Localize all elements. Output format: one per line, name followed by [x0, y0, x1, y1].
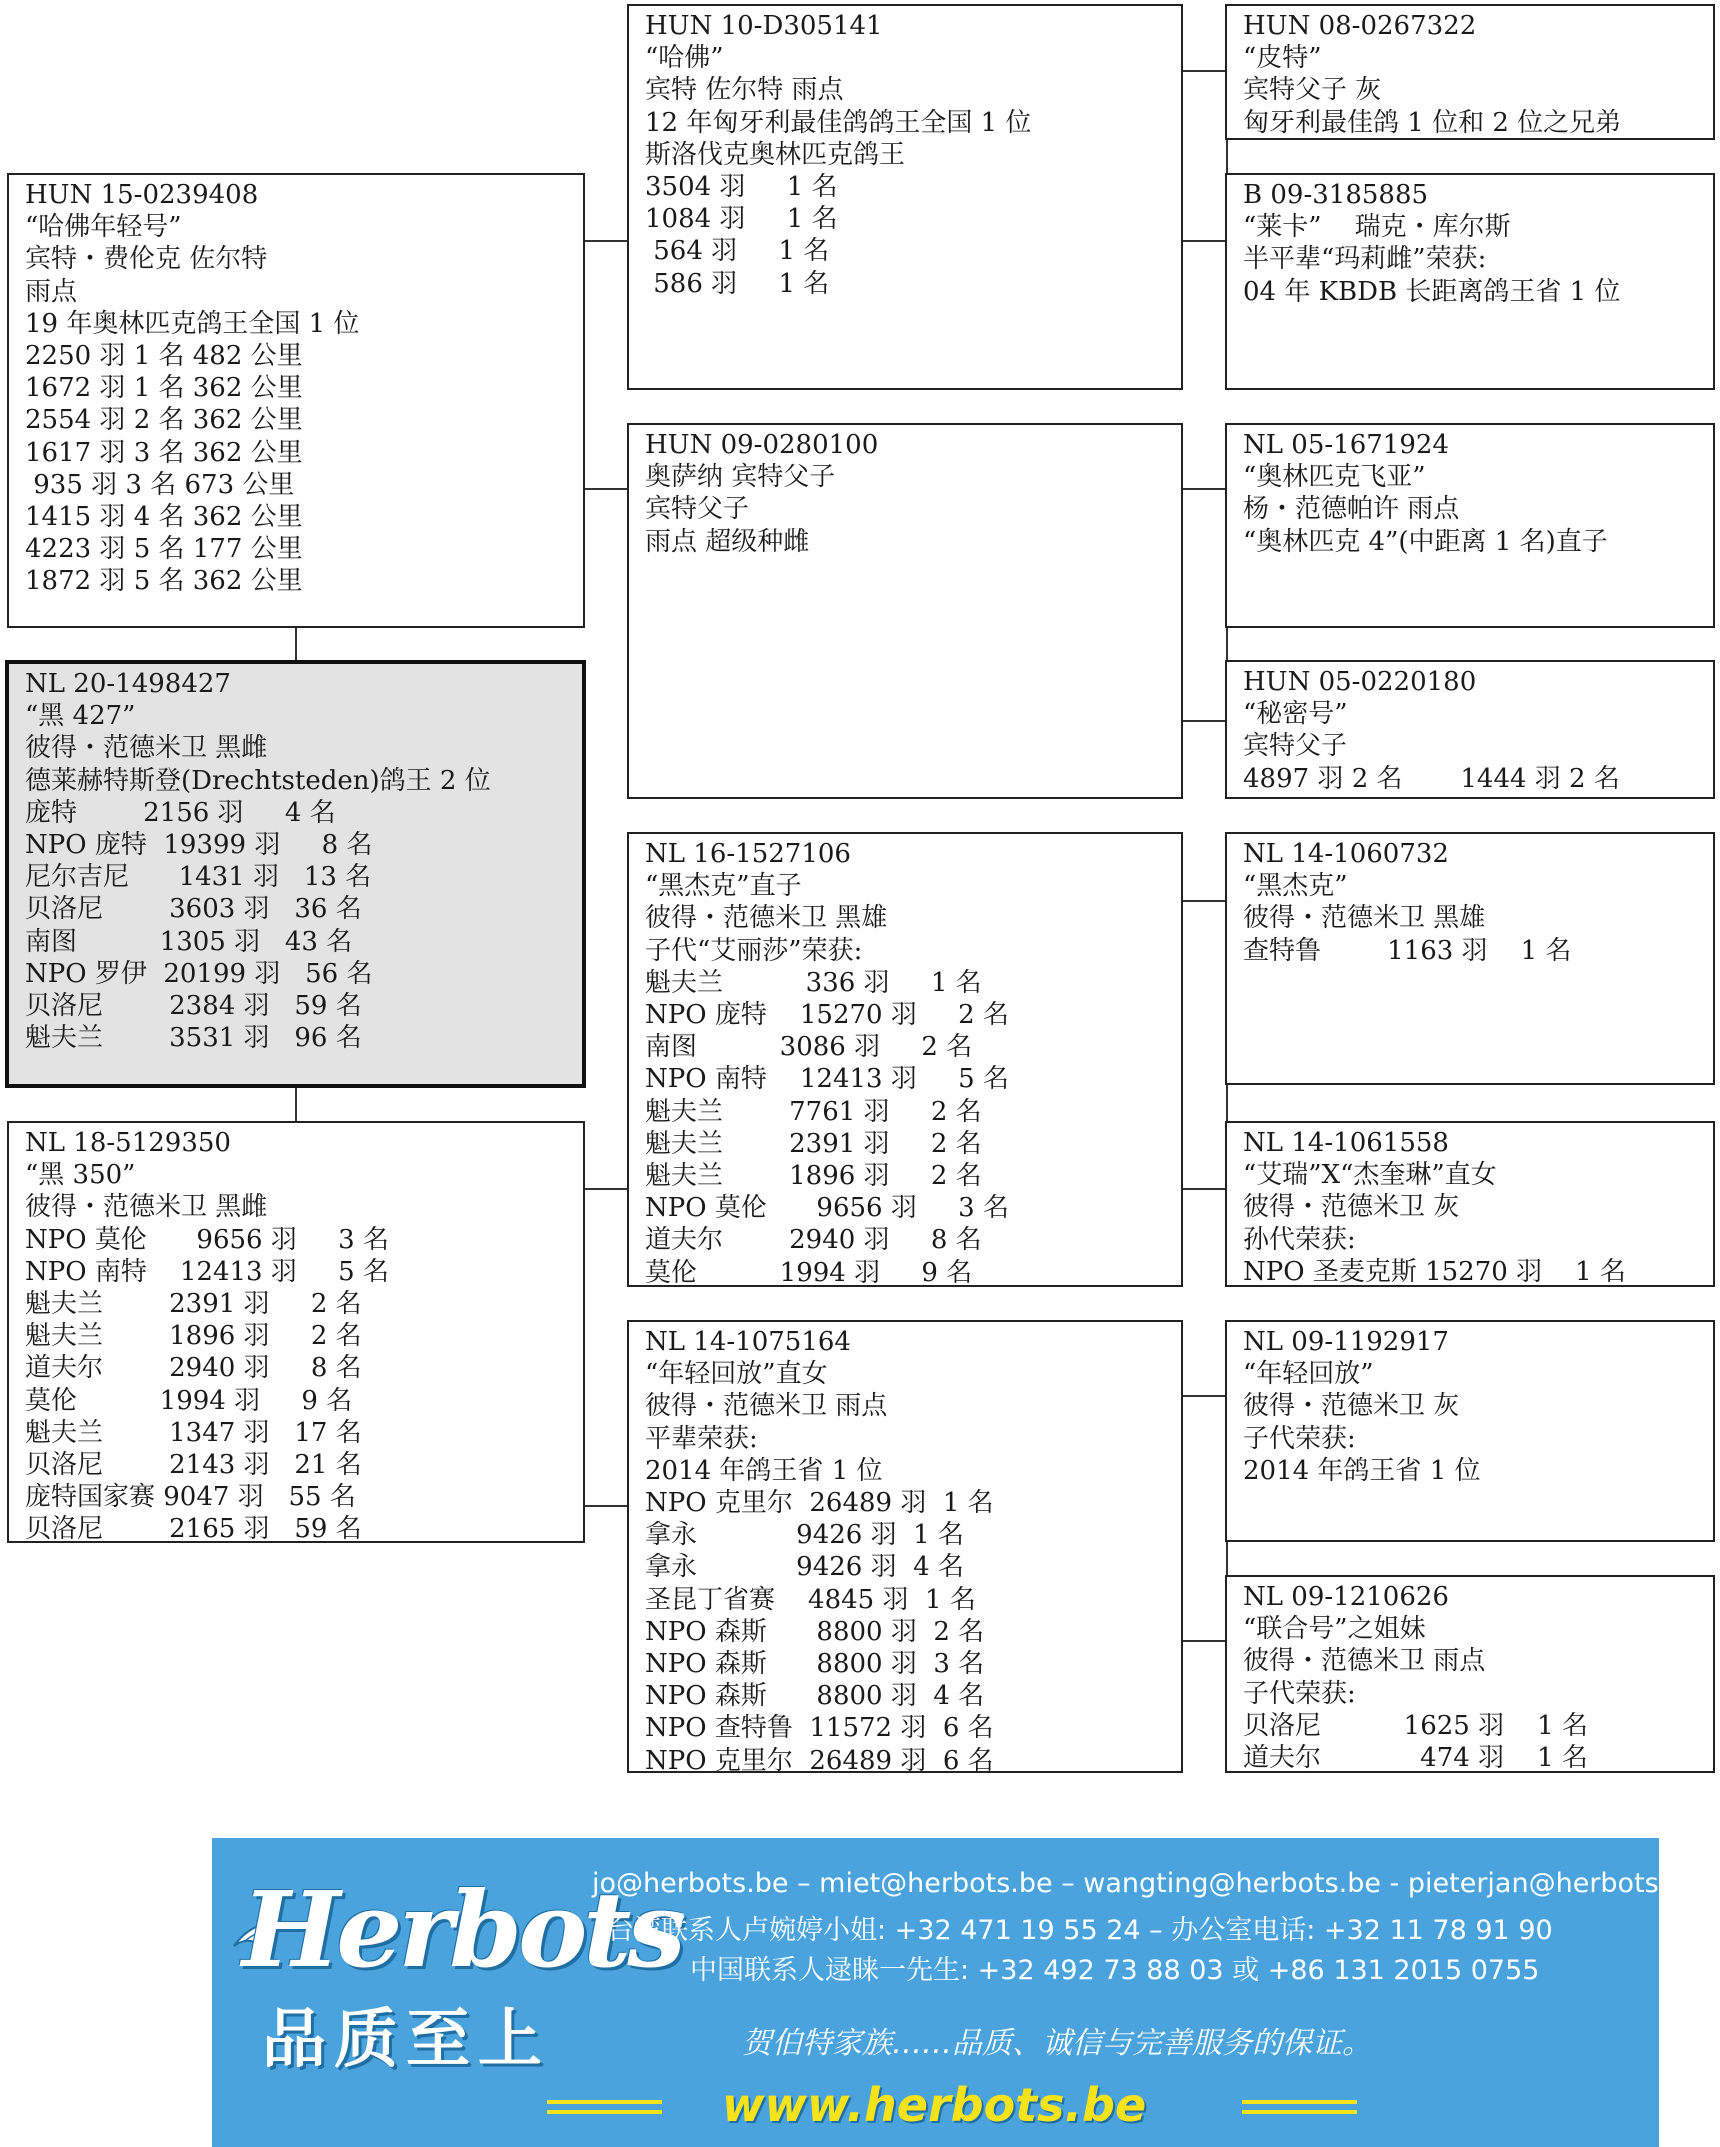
- sire-dam-card: [627, 423, 1183, 799]
- card-line: 彼得・范德米卫 黑雌: [25, 1192, 268, 1223]
- card-line: 魁夫兰 1896 羽 2 名: [645, 1161, 982, 1192]
- card-line: “哈佛”: [645, 43, 724, 74]
- card-line: NPO 莫伦 9656 羽 3 名: [25, 1224, 389, 1255]
- g3-card-5: [1225, 832, 1715, 1085]
- decorative-bar-left: [547, 2110, 662, 2114]
- card-line: 圣昆丁省赛 4845 羽 1 名: [645, 1584, 976, 1615]
- card-line: 彼得・范德米卫 灰: [1243, 1192, 1460, 1223]
- ring-number: NL 09-1192917: [1243, 1327, 1449, 1357]
- card-line: 半平辈“玛莉雌”荣获:: [1243, 244, 1487, 275]
- ring-number: HUN 09-0280100: [645, 430, 879, 460]
- card-line: 莫伦 1994 羽 9 名: [25, 1385, 353, 1416]
- card-line: 子代“艾丽莎”荣获:: [645, 935, 863, 966]
- website-link[interactable]: www.herbots.be: [722, 2078, 1147, 2132]
- card-line: 1672 羽 1 名 362 公里: [25, 373, 303, 404]
- card-line: 586 羽 1 名: [645, 268, 830, 299]
- connector: [584, 240, 628, 242]
- card-line: NPO 圣麦克斯 15270 羽 1 名: [1243, 1256, 1626, 1287]
- card-line: 贝洛尼 2384 羽 59 名: [25, 991, 362, 1022]
- card-line: “奥林匹克 4”(中距离 1 名)直子: [1243, 526, 1608, 557]
- subject-pigeon-card: [5, 660, 586, 1088]
- connector: [1182, 70, 1226, 72]
- card-line: 3504 羽 1 名: [645, 172, 838, 203]
- card-line: 2554 羽 2 名 362 公里: [25, 405, 303, 436]
- card-line: 南图 1305 羽 43 名: [25, 926, 353, 957]
- card-line: “黑杰克”: [1243, 871, 1348, 902]
- card-line: “黑杰克”直子: [645, 871, 802, 902]
- connector: [1182, 240, 1226, 242]
- card-line: 匈牙利最佳鸽 1 位和 2 位之兄弟: [1243, 107, 1622, 138]
- card-line: 魁夫兰 2391 羽 2 名: [25, 1289, 362, 1320]
- connector: [584, 1505, 628, 1507]
- card-line: 04 年 KBDB 长距离鸽王省 1 位: [1243, 276, 1621, 307]
- email-list: jo@herbots.be – miet@herbots.be – wangting@herbots.be - pieterjan@herbots.be: [592, 1868, 1702, 1899]
- card-line: “黑 350”: [25, 1160, 136, 1191]
- card-line: NPO 南特 12413 羽 5 名: [645, 1064, 1009, 1095]
- decorative-bar-right: [1242, 2110, 1357, 2114]
- card-line: “年轻回放”直女: [645, 1359, 828, 1390]
- card-line: 魁夫兰 336 羽 1 名: [645, 967, 982, 998]
- card-line: 魁夫兰 1347 羽 17 名: [25, 1417, 362, 1448]
- card-line: 南图 3086 羽 2 名: [645, 1032, 973, 1063]
- connector: [584, 1188, 628, 1190]
- card-line: 孙代荣获:: [1243, 1224, 1356, 1255]
- card-line: 564 羽 1 名: [645, 236, 830, 267]
- connector: [1182, 720, 1226, 722]
- card-line: NPO 庞特 19399 羽 8 名: [25, 830, 373, 861]
- card-line: 彼得・范德米卫 灰: [1243, 1391, 1460, 1422]
- card-line: 查特鲁 1163 羽 1 名: [1243, 935, 1572, 966]
- card-line: “秘密号”: [1243, 699, 1348, 730]
- card-line: “哈佛年轻号”: [25, 212, 182, 243]
- card-line: 宾特 佐尔特 雨点: [645, 75, 844, 106]
- ring-number: HUN 05-0220180: [1243, 667, 1477, 697]
- footer-banner: [212, 1838, 1702, 2147]
- card-line: “联合号”之姐妹: [1243, 1614, 1426, 1645]
- card-line: 斯洛伐克奥林匹克鸽王: [645, 139, 906, 170]
- dam-card: [7, 1121, 585, 1543]
- card-line: 1084 羽 1 名: [645, 204, 838, 235]
- card-line: 宾特・费伦克 佐尔特: [25, 244, 268, 275]
- card-line: 道夫尔 2940 羽 8 名: [25, 1353, 362, 1384]
- ring-number: HUN 15-0239408: [25, 180, 259, 210]
- card-line: 彼得・范德米卫 黑雄: [1243, 903, 1486, 934]
- dam-dam-card: [627, 1320, 1183, 1773]
- card-line: 彼得・范德米卫 雨点: [1243, 1646, 1486, 1677]
- connector: [1182, 1640, 1226, 1642]
- card-line: NPO 森斯 8800 羽 2 名: [645, 1616, 985, 1647]
- card-line: NPO 森斯 8800 羽 3 名: [645, 1649, 985, 1680]
- ring-number: NL 14-1075164: [645, 1327, 851, 1357]
- card-line: 德莱赫特斯登(Drechtsteden)鸽王 2 位: [25, 765, 491, 796]
- card-line: NPO 查特鲁 11572 羽 6 名: [645, 1713, 994, 1744]
- card-line: NPO 克里尔 26489 羽 1 名: [645, 1488, 994, 1519]
- ring-number: NL 05-1671924: [1243, 430, 1449, 460]
- decorative-bar-left: [547, 2100, 662, 2104]
- card-line: 庞特国家赛 9047 羽 55 名: [25, 1482, 356, 1513]
- ring-number: NL 09-1210626: [1243, 1582, 1449, 1612]
- g3-card-1: [1225, 4, 1715, 140]
- card-line: 魁夫兰 3531 羽 96 名: [25, 1023, 362, 1054]
- card-line: 1415 羽 4 名 362 公里: [25, 502, 303, 533]
- card-line: 拿永 9426 羽 1 名: [645, 1520, 964, 1551]
- card-line: 4223 羽 5 名 177 公里: [25, 534, 303, 565]
- card-line: NPO 罗伊 20199 羽 56 名: [25, 958, 373, 989]
- g3-card-4: [1225, 660, 1715, 799]
- card-line: 2250 羽 1 名 482 公里: [25, 341, 303, 372]
- card-line: 宾特父子: [1243, 731, 1348, 762]
- card-line: 1617 羽 3 名 362 公里: [25, 437, 303, 468]
- ring-number: NL 20-1498427: [25, 669, 231, 699]
- decorative-bar-right: [1242, 2100, 1357, 2104]
- connector: [584, 488, 628, 490]
- card-line: 宾特父子: [645, 494, 750, 525]
- card-line: 贝洛尼 2165 羽 59 名: [25, 1514, 362, 1543]
- china-contact: 中国联系人逯睐一先生: +32 492 73 88 03 或 +86 131 2015 0755: [690, 1955, 1540, 1986]
- taiwan-contact: 台湾联系人卢婉婷小姐: +32 471 19 55 24 – 办公室电话: +32 11 78 91 90: [607, 1915, 1553, 1946]
- card-line: 19 年奥林匹克鸽王全国 1 位: [25, 308, 360, 339]
- card-line: 彼得・范德米卫 黑雌: [25, 733, 268, 764]
- card-line: 雨点: [25, 276, 78, 307]
- card-line: 宾特父子 灰: [1243, 75, 1382, 106]
- card-line: 子代荣获:: [1243, 1678, 1356, 1709]
- card-line: 魁夫兰 1896 羽 2 名: [25, 1321, 362, 1352]
- sire-card: [7, 173, 585, 628]
- sire-sire-card: [627, 4, 1183, 390]
- card-line: 杨・范德帕许 雨点: [1243, 494, 1460, 525]
- ring-number: NL 18-5129350: [25, 1128, 231, 1158]
- card-line: 贝洛尼 2143 羽 21 名: [25, 1450, 362, 1481]
- card-line: 贝洛尼 1625 羽 1 名: [1243, 1710, 1588, 1741]
- card-line: “年轻回放”: [1243, 1359, 1374, 1390]
- connector: [1182, 488, 1226, 490]
- card-line: 莫伦 1994 羽 9 名: [645, 1257, 973, 1287]
- card-line: NPO 庞特 15270 羽 2 名: [645, 1000, 1009, 1031]
- card-line: 魁夫兰 2391 羽 2 名: [645, 1128, 982, 1159]
- card-line: NPO 南特 12413 羽 5 名: [25, 1256, 389, 1287]
- connector: [295, 627, 297, 662]
- g3-card-3: [1225, 423, 1715, 628]
- tagline: 贺伯特家族……品质、诚信与完善服务的保证。: [742, 2026, 1372, 2061]
- card-line: “艾瑞”X“杰奎琳”直女: [1243, 1160, 1497, 1191]
- ring-number: HUN 10-D305141: [645, 11, 883, 41]
- ring-number: B 09-3185885: [1243, 180, 1429, 210]
- card-line: 道夫尔 2940 羽 8 名: [645, 1225, 982, 1256]
- connector: [295, 1087, 297, 1122]
- card-line: 平辈荣获:: [645, 1423, 758, 1454]
- g3-card-2: [1225, 173, 1715, 390]
- card-line: “黑 427”: [25, 701, 136, 732]
- card-line: 4897 羽 2 名 1444 羽 2 名: [1243, 763, 1620, 794]
- card-line: 12 年匈牙利最佳鸽鸽王全国 1 位: [645, 107, 1032, 138]
- connector: [1182, 1188, 1226, 1190]
- card-line: 尼尔吉尼 1431 羽 13 名: [25, 862, 372, 893]
- card-line: “奥林匹克飞亚”: [1243, 462, 1426, 493]
- ring-number: HUN 08-0267322: [1243, 11, 1477, 41]
- card-line: 子代荣获:: [1243, 1423, 1356, 1454]
- card-line: “莱卡” 瑞克・库尔斯: [1243, 212, 1511, 243]
- ring-number: NL 14-1060732: [1243, 839, 1449, 869]
- card-line: NPO 森斯 8800 羽 4 名: [645, 1681, 985, 1712]
- g3-card-7: [1225, 1320, 1715, 1542]
- g3-card-8: [1225, 1575, 1715, 1773]
- card-line: 庞特 2156 羽 4 名: [25, 797, 336, 828]
- card-line: 贝洛尼 3603 羽 36 名: [25, 894, 362, 925]
- ring-number: NL 16-1527106: [645, 839, 851, 869]
- card-line: 雨点 超级种雌: [645, 526, 810, 557]
- card-line: NPO 莫伦 9656 羽 3 名: [645, 1193, 1009, 1224]
- card-line: “皮特”: [1243, 43, 1322, 74]
- brand-logo: Herbots: [242, 1868, 682, 1991]
- card-line: 拿永 9426 羽 4 名: [645, 1552, 964, 1583]
- card-line: 彼得・范德米卫 雨点: [645, 1391, 888, 1422]
- card-line: NPO 克里尔 26489 羽 6 名: [645, 1745, 994, 1773]
- card-line: 奥萨纳 宾特父子: [645, 462, 836, 493]
- slogan: 品质至上: [262, 2003, 550, 2077]
- card-line: 2014 年鸽王省 1 位: [1243, 1455, 1481, 1486]
- card-line: 彼得・范德米卫 黑雄: [645, 903, 888, 934]
- card-line: 1872 羽 5 名 362 公里: [25, 566, 303, 597]
- card-line: 魁夫兰 7761 羽 2 名: [645, 1096, 982, 1127]
- ring-number: NL 14-1061558: [1243, 1128, 1449, 1158]
- card-line: 2014 年鸽王省 1 位: [645, 1455, 883, 1486]
- card-line: 道夫尔 474 羽 1 名: [1243, 1743, 1588, 1773]
- dam-sire-card: [627, 832, 1183, 1287]
- card-line: 935 羽 3 名 673 公里: [25, 469, 295, 500]
- g3-card-6: [1225, 1121, 1715, 1287]
- connector: [1182, 900, 1226, 902]
- connector: [1182, 1395, 1226, 1397]
